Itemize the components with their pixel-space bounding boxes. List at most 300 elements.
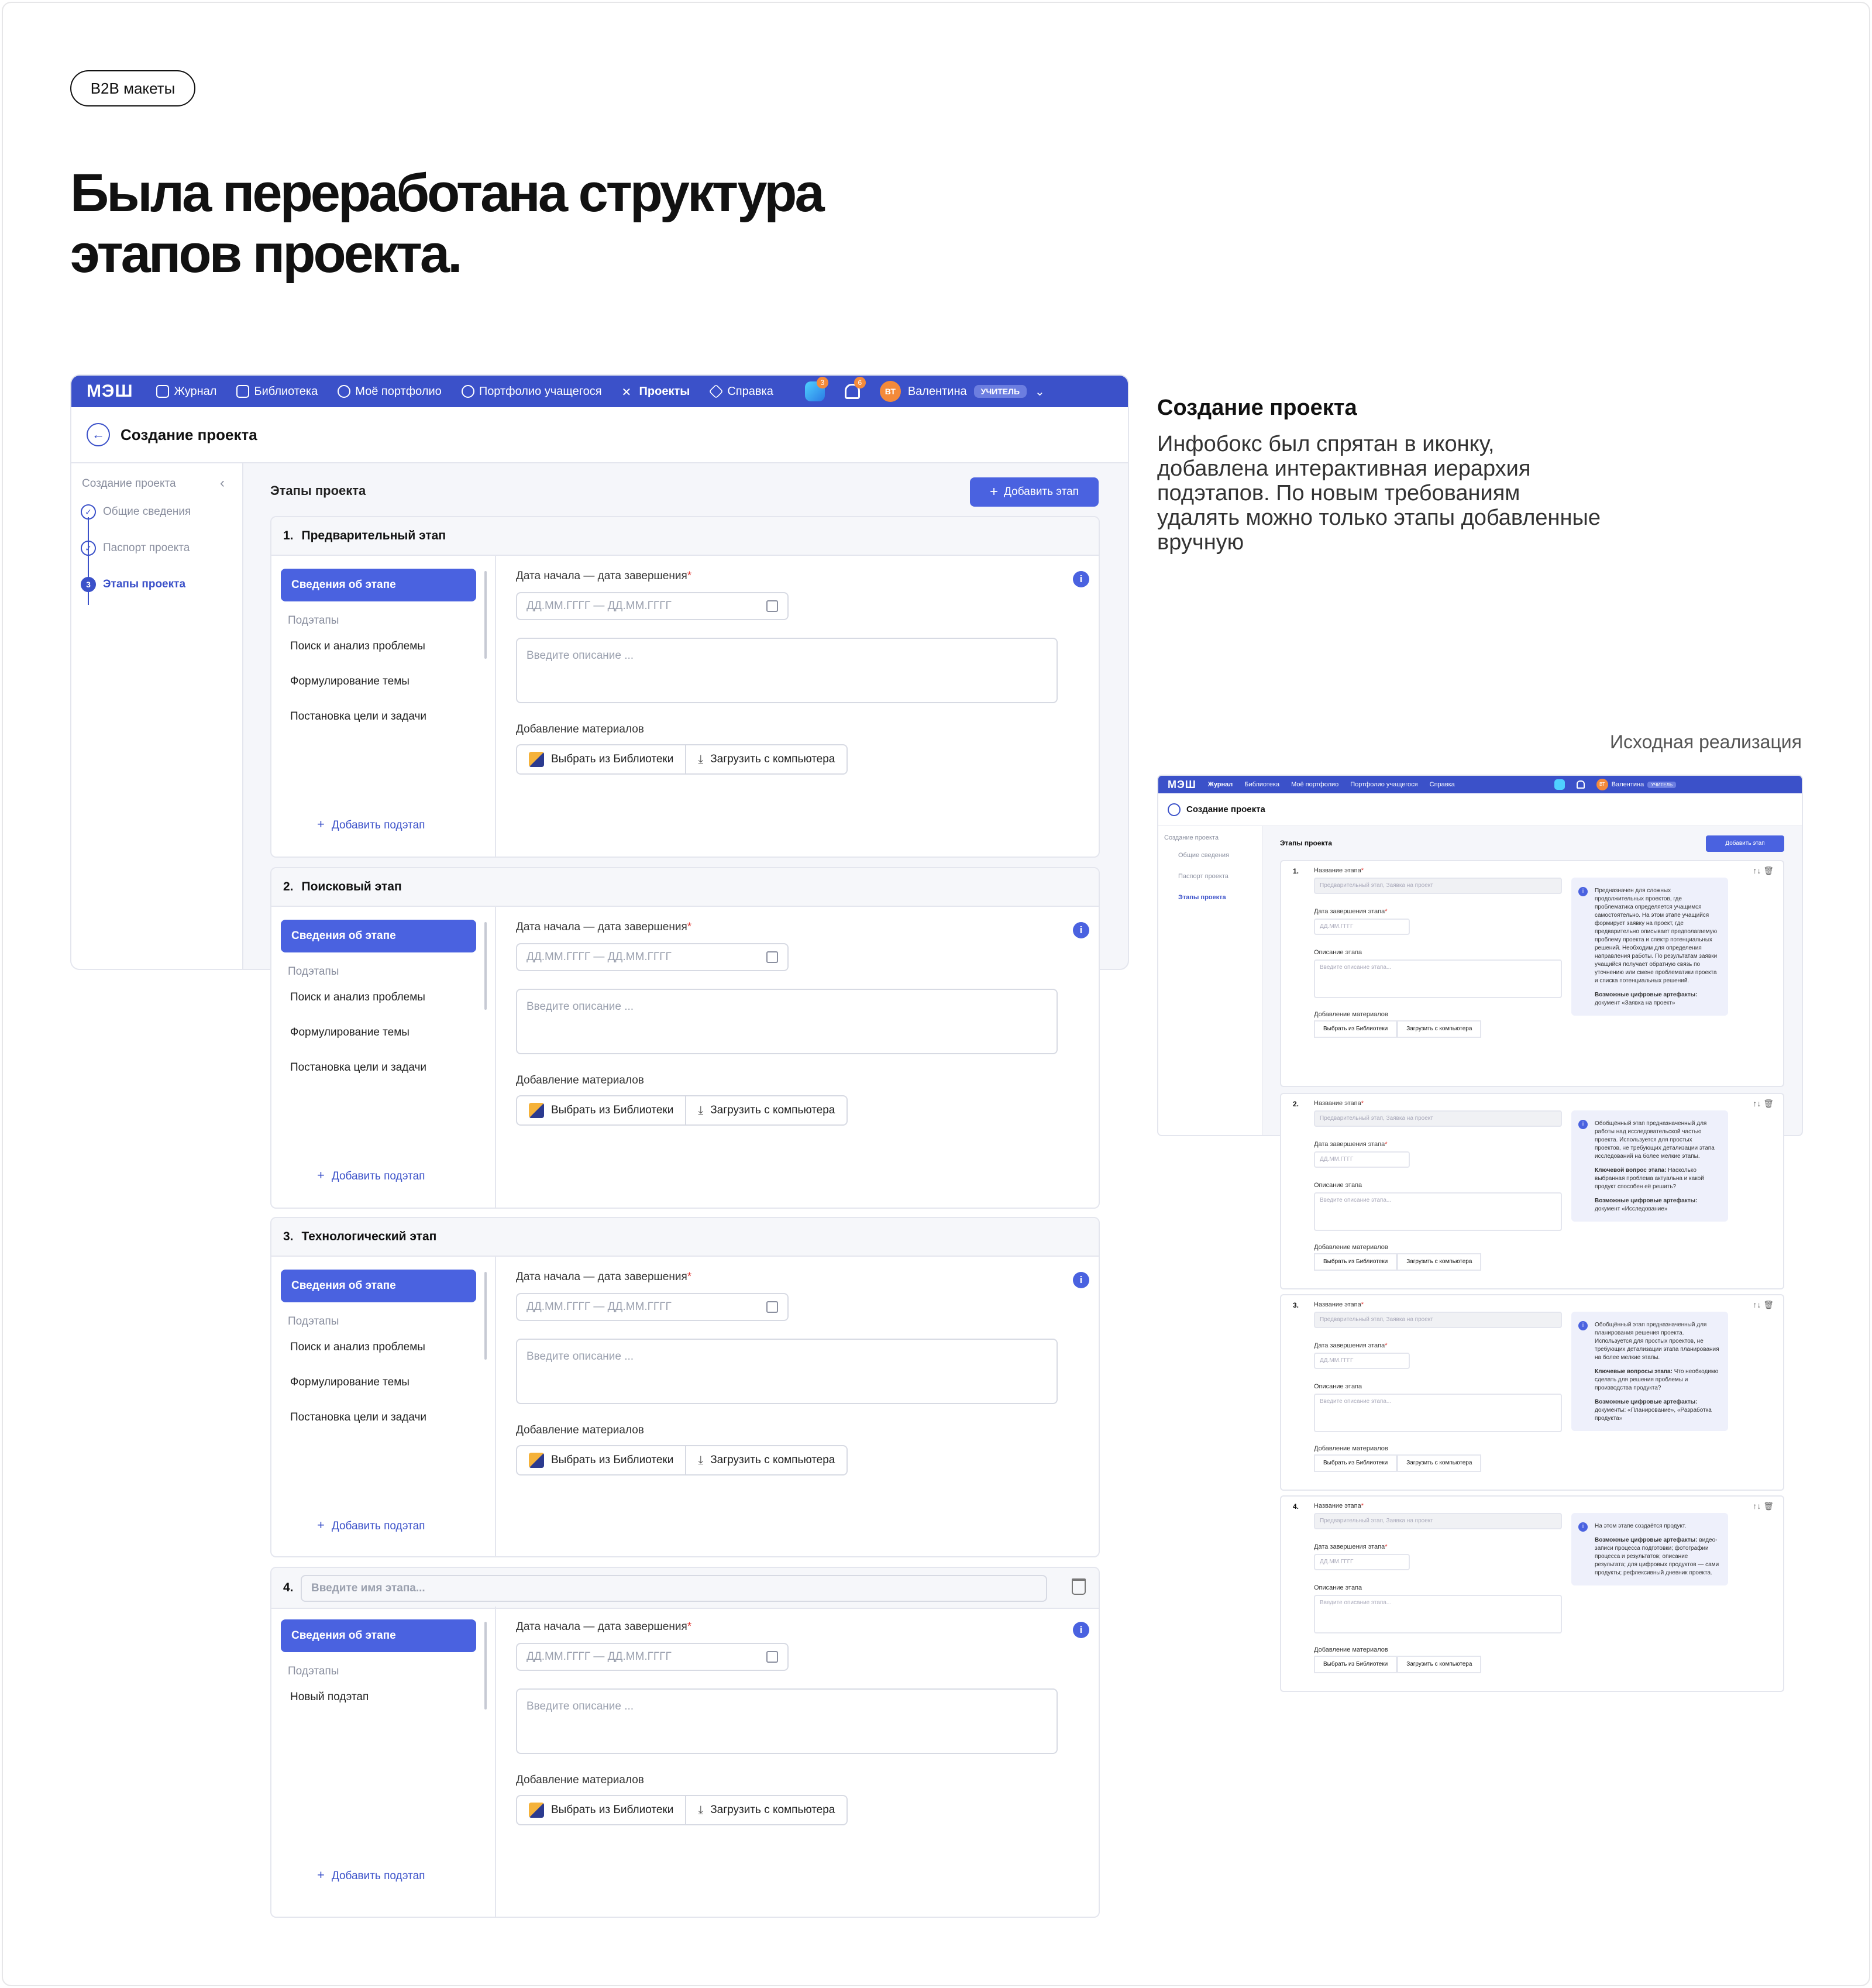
artifacts-text: документ «Исследование»	[1595, 1206, 1668, 1212]
star-circle-icon	[462, 385, 474, 398]
grid-icon	[156, 385, 169, 398]
mini-desc-input: Введите описание этапа...	[1314, 1192, 1562, 1231]
mini-material-buttons	[1314, 1253, 1481, 1271]
nav-label: Портфолио учащегося	[479, 384, 602, 398]
description-textarea[interactable]: Введите описание ...	[516, 1339, 1058, 1404]
mini-material-buttons	[1314, 1454, 1481, 1472]
substage-panel	[271, 907, 496, 1208]
mini-upload-button: Загрузить с компьютера	[1397, 1454, 1481, 1472]
date-label-text: Дата начала — дата завершения	[516, 1271, 687, 1283]
required-mark: *	[1385, 1543, 1388, 1550]
mini-info-icon: i	[1578, 887, 1588, 896]
upload-button[interactable]	[686, 1445, 848, 1475]
mini-sidebar	[1158, 826, 1262, 1135]
mini-material-buttons	[1314, 1656, 1481, 1673]
mini-info-text: Обобщённый этап предназначенный для работы над исследовательской частью проекта. Используется для простых проектов, не требующих детализации этапа исследований на более мелкие этапы.	[1595, 1120, 1715, 1160]
library-icon	[529, 752, 544, 767]
info-icon[interactable]: i	[1073, 571, 1089, 587]
from-library-label: Выбрать из Библиотеки	[551, 753, 674, 765]
page-header	[71, 407, 1128, 463]
date-label-text: Дата начала — дата завершения	[516, 570, 687, 582]
mini-stage-number: 2.	[1293, 1100, 1299, 1108]
mini-nav-journal: Журнал	[1207, 781, 1233, 788]
mini-chat-icon	[1554, 779, 1565, 790]
download-icon: ⤓	[698, 1453, 704, 1467]
mini-name-label	[1314, 1502, 1364, 1509]
key-label: Ключевые вопросы этапа:	[1595, 1368, 1673, 1375]
right-title: Создание проекта	[1157, 395, 1357, 420]
stage-header[interactable]	[271, 1218, 1099, 1257]
library-icon	[529, 1103, 544, 1118]
stage-body	[271, 907, 1099, 1208]
library-icon	[529, 1803, 544, 1818]
mini-end-date-label	[1314, 1342, 1387, 1349]
add-stage-label: Добавить этап	[1004, 486, 1079, 498]
mini-move-delete-icons: ↑↓ 🗑	[1753, 866, 1774, 875]
page-title: Создание проекта	[121, 425, 257, 443]
substage-panel	[271, 556, 496, 857]
mini-artifacts	[1595, 1197, 1720, 1213]
mini-materials-label: Добавление материалов	[1314, 1646, 1388, 1653]
required-mark: *	[1361, 1301, 1364, 1308]
substage-item[interactable]: Постановка цели и задачи	[290, 1411, 427, 1423]
mini-upload-button: Загрузить с компьютера	[1397, 1656, 1481, 1673]
label-text: Дата завершения этапа	[1314, 908, 1385, 915]
stage-number: 1.	[283, 529, 294, 542]
mini-role: УЧИТЕЛЬ	[1647, 782, 1676, 788]
add-stage-button[interactable]	[970, 477, 1099, 507]
stage-info-button[interactable]: Сведения об этапе	[281, 1270, 476, 1302]
user-name[interactable]: Валентина	[907, 384, 967, 398]
mini-info-text: Предназначен для сложных продолжительных проектов, где проблематика определяется учащимся самостоятельно. На этом этапе учащийся формирует заявку на проект, где предварительно описывает предполагаемую проблему проекта и спектр потенциальных решений. Необходим для определения направления работы. По результатам заявки учащийся получает обратную связь по уточнению или смене проблематики проекта и списка потенциальных решений.	[1595, 888, 1718, 984]
required-mark: *	[1361, 1100, 1364, 1107]
check-circle-icon	[338, 385, 350, 398]
mini-desc-label: Описание этапа	[1314, 1383, 1362, 1390]
tools-icon: ✕	[621, 386, 632, 399]
stage-card	[270, 867, 1100, 1209]
add-substage-label: Добавить подэтап	[331, 1170, 425, 1182]
section-title: Этапы проекта	[270, 483, 366, 498]
mini-info-icon: i	[1578, 1321, 1588, 1330]
add-substage-button[interactable]	[317, 1867, 425, 1883]
stage-form	[496, 1257, 1099, 1556]
mini-infobox	[1571, 878, 1728, 1016]
nav-label: Журнал	[174, 384, 217, 398]
mini-desc-input: Введите описание этапа...	[1314, 1394, 1562, 1432]
artifacts-label: Возможные цифровые артефакты:	[1595, 1198, 1698, 1204]
key-text: Что необходимо сделать для решения проблемы и производства продукта?	[1595, 1368, 1719, 1391]
headline-line-2: этапов проекта.	[70, 224, 460, 284]
artifacts-label: Возможные цифровые артефакты:	[1595, 992, 1698, 998]
substage-panel	[271, 1257, 496, 1556]
required-mark: *	[687, 1621, 692, 1633]
mini-desc-input: Введите описание этапа...	[1314, 959, 1562, 998]
nav-label: Моё портфолио	[355, 384, 442, 398]
substages-label: Подэтапы	[288, 965, 339, 978]
plus-icon: +	[317, 1867, 325, 1882]
mini-nav-student-portfolio: Портфолио учащегося	[1350, 781, 1418, 788]
sidebar	[71, 463, 243, 969]
scrollbar[interactable]	[484, 1622, 487, 1710]
required-mark: *	[687, 921, 692, 933]
date-placeholder: ДД.ММ.ГГГГ — ДД.ММ.ГГГГ	[526, 951, 672, 963]
mini-library-button: Выбрать из Библиотеки	[1314, 1020, 1397, 1038]
mini-infobox	[1571, 1513, 1728, 1585]
date-range-input[interactable]	[516, 943, 789, 971]
nav-student-portfolio[interactable]	[462, 385, 602, 398]
mini-back-icon	[1168, 803, 1181, 816]
mini-user: Валентина	[1611, 781, 1644, 788]
required-mark: *	[1361, 867, 1364, 874]
mini-library-button: Выбрать из Библиотеки	[1314, 1656, 1397, 1673]
date-range-label	[516, 1621, 691, 1633]
new-stage-card	[270, 1567, 1100, 1918]
stage-info-button[interactable]: Сведения об этапе	[281, 920, 476, 952]
scrollbar[interactable]	[484, 922, 487, 1010]
info-icon[interactable]: i	[1073, 922, 1089, 938]
step-number: 3	[81, 577, 96, 592]
stage-name-input[interactable]: Введите имя этапа...	[301, 1575, 1047, 1602]
stage-form	[496, 907, 1099, 1208]
mini-name-input: Предварительный этап, Заявка на проект	[1314, 1312, 1562, 1328]
substage-item[interactable]: Новый подэтап	[290, 1691, 369, 1703]
upload-label: Загрузить с компьютера	[710, 1454, 835, 1466]
category-tag: B2B макеты	[70, 70, 195, 106]
artifacts-label: Возможные цифровые артефакты:	[1595, 1399, 1698, 1405]
substage-item[interactable]: Поиск и анализ проблемы	[290, 640, 425, 652]
substage-item[interactable]: Постановка цели и задачи	[290, 1061, 427, 1074]
headline-line-1: Была переработана структура	[70, 163, 823, 223]
required-mark: *	[687, 570, 692, 582]
mini-move-delete-icons: ↑↓ 🗑	[1753, 1300, 1774, 1309]
stage-header[interactable]	[271, 868, 1099, 907]
stage-info-button[interactable]: Сведения об этапе	[281, 569, 476, 601]
mini-info-text: На этом этапе создаётся продукт.	[1595, 1523, 1687, 1529]
label-text: Дата завершения этапа	[1314, 1342, 1385, 1349]
sidebar-step-general[interactable]	[81, 504, 191, 520]
materials-buttons	[516, 744, 848, 775]
add-substage-label: Добавить подэтап	[331, 1870, 425, 1882]
plus-icon: +	[317, 1518, 325, 1532]
description-textarea[interactable]: Введите описание ...	[516, 638, 1058, 703]
check-icon: ✓	[81, 541, 96, 556]
info-icon[interactable]: i	[1073, 1272, 1089, 1288]
chat-badge: 3	[817, 377, 828, 388]
stage-body	[271, 1257, 1099, 1556]
upload-button[interactable]	[686, 744, 848, 775]
mini-date-input: ДД.ММ.ГГГГ	[1314, 1353, 1410, 1369]
mini-materials-label: Добавление материалов	[1314, 1445, 1388, 1452]
bell-badge: 6	[854, 377, 866, 388]
date-placeholder: ДД.ММ.ГГГГ — ДД.ММ.ГГГГ	[526, 1650, 672, 1663]
scrollbar[interactable]	[484, 1272, 487, 1360]
mini-name-input: Предварительный этап, Заявка на проект	[1314, 1513, 1562, 1529]
materials-label: Добавление материалов	[516, 1424, 644, 1436]
stage-card	[270, 1217, 1100, 1557]
headline	[70, 163, 948, 284]
mini-end-date-label	[1314, 908, 1387, 915]
nav-journal[interactable]	[156, 385, 216, 398]
required-mark: *	[1385, 1342, 1388, 1349]
mini-section-title: Этапы проекта	[1280, 839, 1333, 847]
mini-step-general: Общие сведения	[1178, 852, 1230, 859]
plus-icon: +	[317, 1168, 325, 1182]
nav-projects[interactable]	[622, 385, 690, 398]
materials-buttons	[516, 1095, 848, 1126]
nav-label: Библиотека	[254, 384, 318, 398]
nav-label: Проекты	[639, 384, 690, 398]
calendar-icon[interactable]	[766, 1651, 778, 1663]
add-substage-button[interactable]	[317, 817, 425, 832]
mesh-logo[interactable]: МЭШ	[87, 381, 133, 401]
mini-stage-card	[1280, 1294, 1784, 1491]
add-substage-label: Добавить подэтап	[331, 819, 425, 831]
right-description: Инфобокс был спрятан в иконку, добавлена интерактивная иерархия подэтапов. По новым требованиям удалять можно только этапы добавленные вручную	[1157, 432, 1601, 555]
substage-item[interactable]: Поиск и анализ проблемы	[290, 991, 425, 1003]
mini-infobox	[1571, 1110, 1728, 1222]
mini-info-icon: i	[1578, 1120, 1588, 1129]
chat-button[interactable]	[805, 381, 825, 401]
plus-icon: +	[317, 817, 325, 831]
mini-stage-number: 1.	[1293, 867, 1299, 875]
date-placeholder: ДД.ММ.ГГГГ — ДД.ММ.ГГГГ	[526, 1301, 672, 1313]
date-range-input[interactable]	[516, 592, 789, 620]
key-label: Ключевой вопрос этапа:	[1595, 1167, 1667, 1174]
calendar-icon[interactable]	[766, 1301, 778, 1313]
back-button[interactable]: ←	[87, 423, 110, 446]
mini-bell-icon	[1577, 780, 1585, 789]
mini-desc-label: Описание этапа	[1314, 1182, 1362, 1189]
substage-item[interactable]: Постановка цели и задачи	[290, 710, 427, 723]
artifacts-text: документы: «Планирование», «Разработка продукта»	[1595, 1407, 1712, 1422]
mini-artifacts	[1595, 991, 1720, 1007]
mini-page-header	[1158, 793, 1802, 826]
mini-step-stages: Этапы проекта	[1178, 894, 1226, 901]
diamond-icon	[709, 384, 724, 399]
mini-key-question	[1595, 1368, 1720, 1392]
stage-title: Поисковый этап	[301, 880, 402, 893]
mini-materials-label: Добавление материалов	[1314, 1011, 1388, 1018]
upload-button[interactable]	[686, 1795, 848, 1825]
sidebar-header: Создание проекта	[82, 477, 176, 490]
artifacts-text: документ «Заявка на проект»	[1595, 1000, 1675, 1006]
date-range-input[interactable]	[516, 1293, 789, 1321]
key-text: Насколько выбранная проблема актуальна и какой продукт способен её решить?	[1595, 1167, 1704, 1190]
sidebar-step-stages[interactable]	[81, 577, 185, 592]
required-mark: *	[1385, 908, 1388, 915]
nav-label: Справка	[727, 384, 773, 398]
mini-add-stage-button: Добавить этап	[1706, 835, 1784, 852]
notifications-button[interactable]	[842, 381, 862, 401]
substage-item[interactable]: Поиск и анализ проблемы	[290, 1341, 425, 1353]
from-library-label: Выбрать из Библиотеки	[551, 1454, 674, 1466]
materials-label: Добавление материалов	[516, 723, 644, 735]
mini-key-question	[1595, 1167, 1720, 1191]
add-substage-button[interactable]	[317, 1168, 425, 1183]
nav-help[interactable]	[710, 385, 773, 398]
mini-step-passport: Паспорт проекта	[1178, 873, 1228, 880]
step-label: Этапы проекта	[103, 578, 186, 590]
mini-stage-number: 4.	[1293, 1502, 1299, 1511]
substages-label: Подэтапы	[288, 1315, 339, 1327]
check-icon: ✓	[81, 504, 96, 520]
stage-header[interactable]	[271, 517, 1099, 556]
mini-end-date-label	[1314, 1543, 1387, 1550]
mini-info-icon: i	[1578, 1522, 1588, 1532]
mini-nav-my-portfolio: Моё портфолио	[1291, 781, 1339, 788]
nav-library[interactable]	[236, 385, 318, 398]
substage-item[interactable]: Формулирование темы	[290, 1026, 410, 1038]
mini-upload-button: Загрузить с компьютера	[1397, 1253, 1481, 1271]
date-range-label	[516, 570, 691, 583]
substage-panel	[271, 1607, 496, 1917]
info-icon[interactable]: i	[1073, 1622, 1089, 1638]
stage-form	[496, 556, 1099, 857]
upload-label: Загрузить с компьютера	[710, 1804, 835, 1816]
sidebar-step-passport[interactable]	[81, 541, 190, 556]
upload-label: Загрузить с компьютера	[710, 753, 835, 765]
artifacts-label: Возможные цифровые артефакты:	[1595, 1537, 1698, 1543]
description-textarea[interactable]: Введите описание ...	[516, 1688, 1058, 1754]
mini-stage-card	[1280, 1093, 1784, 1289]
stage-info-button[interactable]: Сведения об этапе	[281, 1619, 476, 1652]
label-text: Название этапа	[1314, 1301, 1361, 1308]
stage-body	[271, 1607, 1099, 1917]
stage-title: Предварительный этап	[301, 529, 446, 542]
mini-top-nav	[1158, 776, 1802, 793]
add-substage-label: Добавить подэтап	[331, 1520, 425, 1532]
date-label-text: Дата начала — дата завершения	[516, 1621, 687, 1633]
mini-desc-label: Описание этапа	[1314, 1584, 1362, 1591]
top-nav-bar	[71, 376, 1128, 407]
mini-name-input: Предварительный этап, Заявка на проект	[1314, 878, 1562, 894]
collapse-chevron-icon[interactable]: ‹	[220, 475, 225, 491]
library-icon	[529, 1453, 544, 1468]
from-library-button[interactable]	[516, 1095, 686, 1126]
mini-stage-number: 3.	[1293, 1301, 1299, 1309]
date-range-input[interactable]	[516, 1643, 789, 1671]
from-library-button[interactable]	[516, 1795, 686, 1825]
materials-label: Добавление материалов	[516, 1074, 644, 1086]
calendar-icon[interactable]	[766, 951, 778, 963]
download-icon: ⤓	[698, 1803, 704, 1817]
date-label-text: Дата начала — дата завершения	[516, 921, 687, 933]
scrollbar[interactable]	[484, 571, 487, 659]
mini-end-date-label	[1314, 1141, 1387, 1148]
mini-date-input: ДД.ММ.ГГГГ	[1314, 1151, 1410, 1168]
from-library-button[interactable]	[516, 1445, 686, 1475]
mini-sidebar-header: Создание проекта	[1164, 834, 1219, 841]
mini-upload-button: Загрузить с компьютера	[1397, 1020, 1481, 1038]
stage-number: 4.	[283, 1581, 294, 1594]
from-library-label: Выбрать из Библиотеки	[551, 1104, 674, 1116]
date-range-label	[516, 921, 691, 934]
mini-library-button: Выбрать из Библиотеки	[1314, 1454, 1397, 1472]
mini-stage-card	[1280, 860, 1784, 1087]
plus-icon: +	[990, 484, 999, 500]
stage-card	[270, 516, 1100, 858]
mini-desc-label: Описание этапа	[1314, 949, 1362, 956]
mini-date-input: ДД.ММ.ГГГГ	[1314, 919, 1410, 935]
mini-library-button: Выбрать из Библиотеки	[1314, 1253, 1397, 1271]
mini-date-input: ДД.ММ.ГГГГ	[1314, 1554, 1410, 1570]
mini-nav-library: Библиотека	[1244, 781, 1280, 788]
stage-form	[496, 1607, 1099, 1917]
upload-button[interactable]	[686, 1095, 848, 1126]
mini-avatar: ВТ	[1596, 779, 1608, 790]
mini-name-label	[1314, 867, 1364, 874]
step-label: Общие сведения	[103, 505, 191, 518]
stage-number: 3.	[283, 1230, 294, 1243]
mini-nav-help: Справка	[1429, 781, 1455, 788]
from-library-button[interactable]	[516, 744, 686, 775]
artifacts-text: видео-записи процесса подготовки; фотографии процесса и результатов; описание результата; для цифровых продуктов — сами продукты; рефлексивный дневник проекта.	[1595, 1537, 1719, 1576]
avatar[interactable]: ВТ	[880, 381, 901, 402]
mini-page-title: Создание проекта	[1186, 804, 1265, 814]
step-label: Паспорт проекта	[103, 542, 190, 554]
new-stage-header	[271, 1568, 1099, 1609]
substage-item[interactable]: Формулирование темы	[290, 675, 410, 687]
mini-move-delete-icons: ↑↓ 🗑	[1753, 1501, 1774, 1511]
required-mark: *	[1385, 1141, 1388, 1148]
materials-buttons	[516, 1795, 848, 1825]
label-text: Название этапа	[1314, 1502, 1361, 1509]
stage-body	[271, 556, 1099, 857]
mini-desc-input: Введите описание этапа...	[1314, 1595, 1562, 1633]
mini-material-buttons	[1314, 1020, 1481, 1038]
description-textarea[interactable]: Введите описание ...	[516, 989, 1058, 1054]
mini-artifacts	[1595, 1536, 1720, 1577]
materials-buttons	[516, 1445, 848, 1475]
download-icon: ⤓	[698, 752, 704, 766]
chevron-down-icon[interactable]: ⌄	[1035, 385, 1045, 398]
mini-name-label	[1314, 1100, 1364, 1107]
label-text: Название этапа	[1314, 867, 1361, 874]
date-range-label	[516, 1271, 691, 1284]
label-text: Название этапа	[1314, 1100, 1361, 1107]
nav-my-portfolio[interactable]	[338, 385, 442, 398]
mini-name-input: Предварительный этап, Заявка на проект	[1314, 1110, 1562, 1127]
mini-infobox	[1571, 1312, 1728, 1431]
download-icon: ⤓	[698, 1103, 704, 1117]
mini-info-text: Обобщённый этап предназначенный для планирования решения проекта. Используется для простых проектов, не требующих детализации этапа планирования на более мелкие этапы.	[1595, 1322, 1719, 1361]
trash-icon[interactable]	[1072, 1578, 1086, 1595]
stage-number: 2.	[283, 880, 294, 893]
stage-title: Технологический этап	[301, 1230, 437, 1243]
mini-move-delete-icons: ↑↓ 🗑	[1753, 1099, 1774, 1108]
add-substage-button[interactable]	[317, 1518, 425, 1533]
upload-label: Загрузить с компьютера	[710, 1104, 835, 1116]
mini-logo: МЭШ	[1168, 778, 1196, 790]
calendar-icon[interactable]	[766, 600, 778, 612]
date-placeholder: ДД.ММ.ГГГГ — ДД.ММ.ГГГГ	[526, 600, 672, 612]
substage-item[interactable]: Формулирование темы	[290, 1376, 410, 1388]
mini-name-label	[1314, 1301, 1364, 1308]
from-library-label: Выбрать из Библиотеки	[551, 1804, 674, 1816]
original-label: Исходная реализация	[1609, 731, 1802, 752]
required-mark: *	[1361, 1502, 1364, 1509]
label-text: Дата завершения этапа	[1314, 1543, 1385, 1550]
mini-stage-card	[1280, 1495, 1784, 1692]
book-icon	[236, 385, 249, 398]
mini-materials-label: Добавление материалов	[1314, 1244, 1388, 1251]
role-badge: УЧИТЕЛЬ	[974, 385, 1027, 398]
label-text: Дата завершения этапа	[1314, 1141, 1385, 1148]
mini-artifacts	[1595, 1398, 1720, 1423]
materials-label: Добавление материалов	[516, 1774, 644, 1786]
required-mark: *	[687, 1271, 692, 1283]
substages-label: Подэтапы	[288, 614, 339, 627]
